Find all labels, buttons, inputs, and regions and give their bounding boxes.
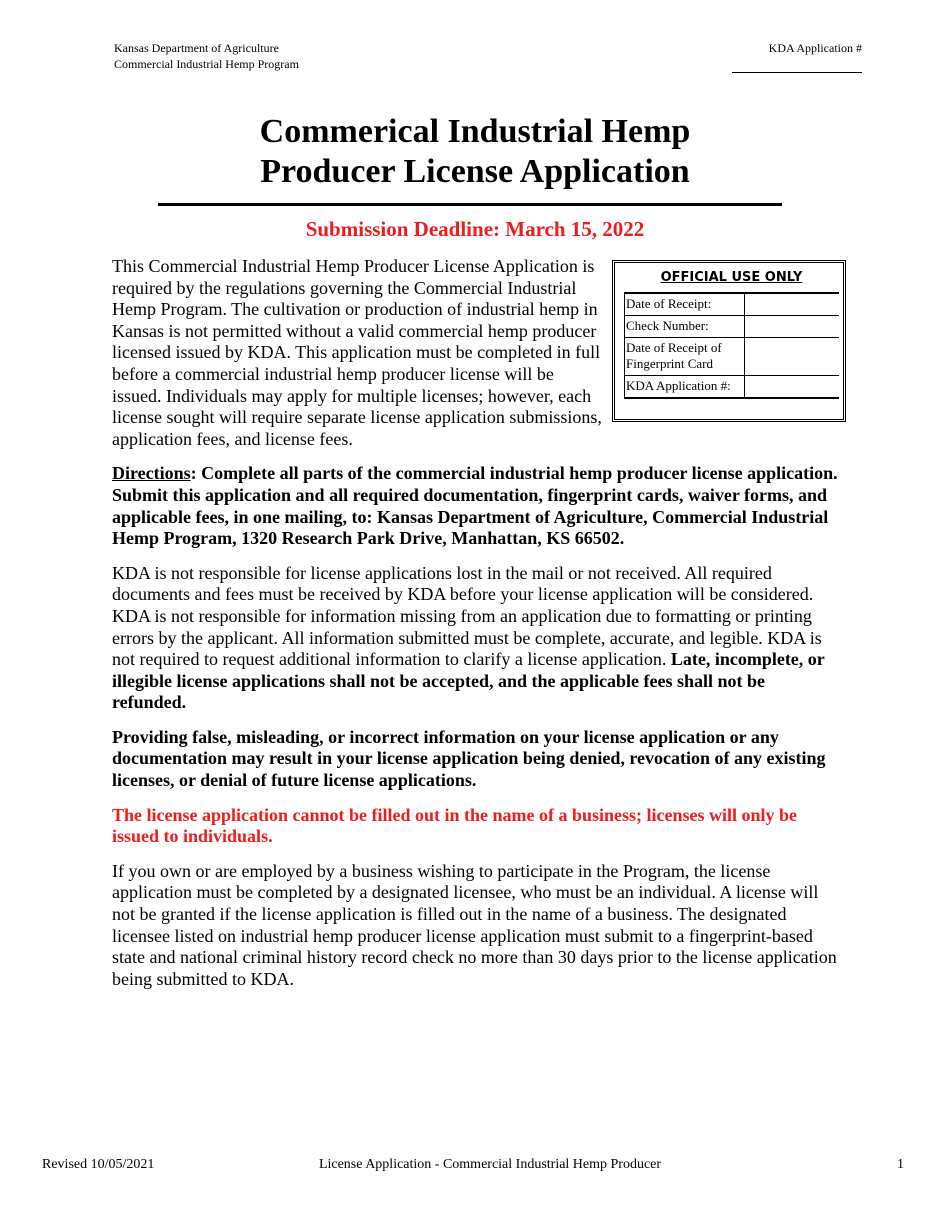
revised-date: Revised 10/05/2021 bbox=[42, 1157, 155, 1172]
date-of-receipt-field[interactable] bbox=[745, 294, 840, 316]
submission-deadline: Submission Deadline: March 15, 2022 bbox=[305, 217, 645, 241]
program-name: Commercial Industrial Hemp Program bbox=[114, 57, 299, 71]
intro-paragraph: This Commercial Industrial Hemp Producer License Application is required by the regulations governing the Commercial Industrial Hemp Program. The cultivation or production of industrial hemp in Kansas is not permitted without a valid commercial hemp producer licensed issued by KDA. This application must be completed in full before a commercial industrial hemp producer license will be issued. Individuals may apply for multiple licenses; however, each license sought will require separate license application submissions, application fees, and license fees. bbox=[112, 256, 602, 449]
fingerprint-card-date-label: Date of Receipt of Fingerprint Card bbox=[625, 338, 745, 376]
title-divider bbox=[158, 203, 782, 206]
kda-application-number-label: KDA Application # bbox=[768, 41, 862, 55]
document-body bbox=[112, 256, 840, 1003]
official-use-title: OFFICIAL USE ONLY bbox=[624, 266, 839, 294]
kda-application-number-field[interactable] bbox=[732, 72, 862, 73]
title-line-1: Commerical Industrial Hemp bbox=[259, 113, 691, 150]
footer-document-name: License Application - Commercial Industrial Hemp Producer bbox=[318, 1157, 662, 1172]
header-agency-block bbox=[114, 40, 299, 72]
official-use-table bbox=[624, 294, 839, 399]
official-use-row bbox=[625, 316, 840, 338]
official-use-row bbox=[625, 338, 840, 376]
page-number: 1 bbox=[897, 1157, 904, 1172]
responsibility-paragraph bbox=[112, 563, 840, 714]
business-warning: The license application cannot be filled out in the name of a business; licenses will only be issued to individuals. bbox=[112, 804, 798, 847]
directions-label: Directions bbox=[112, 463, 191, 484]
designated-licensee-paragraph: If you own or are employed by a business wishing to participate in the Program, the license application must be completed by a designated licensee, who must be an individual. A license will not be granted if the license application is filled out in the name of a business. The designated licensee listed on industrial hemp producer license application must submit to a fingerprint-based state and national criminal history record check no more than 30 days prior to the license application being submitted to KDA. bbox=[112, 860, 837, 989]
kda-application-label: KDA Application #: bbox=[625, 376, 745, 399]
date-of-receipt-label: Date of Receipt: bbox=[625, 294, 745, 316]
official-use-row bbox=[625, 376, 840, 399]
directions-text: : Complete all parts of the commercial industrial hemp producer license application. Submit this application and all required documentation, fingerprint cards, waiver forms, and applicable fees, in one mailing, to: Kansas Department of Agriculture, Commercial Industrial Hemp Program, 1320 Research Park Drive, Manhattan, KS 66502. bbox=[112, 463, 838, 549]
official-use-row bbox=[625, 294, 840, 316]
kda-application-field[interactable] bbox=[745, 376, 840, 399]
agency-name: Kansas Department of Agriculture bbox=[114, 41, 279, 55]
check-number-field[interactable] bbox=[745, 316, 840, 338]
official-use-box bbox=[612, 260, 846, 422]
responsibility-text: KDA is not responsible for license applications lost in the mail or not received. All required documents and fees must be received by KDA before your license application will be considered. KDA is not responsible for information missing from an application due to formatting or printing errors by the applicant. All information submitted must be complete, accurate, and legible. KDA is not required to request additional information to clarify a license application. bbox=[112, 562, 822, 670]
page-title bbox=[160, 112, 790, 192]
directions-paragraph bbox=[112, 463, 840, 549]
false-info-warning: Providing false, misleading, or incorrect information on your license application or any documentation may result in your license application being denied, revocation of any existing licenses, or denial of future license applications. bbox=[112, 726, 826, 791]
check-number-label: Check Number: bbox=[625, 316, 745, 338]
fingerprint-card-date-field[interactable] bbox=[745, 338, 840, 376]
late-warning: Late, incomplete, or illegible license applications shall not be accepted, and the applicable fees shall not be refunded. bbox=[112, 649, 825, 713]
title-line-2: Producer License Application bbox=[260, 153, 690, 190]
